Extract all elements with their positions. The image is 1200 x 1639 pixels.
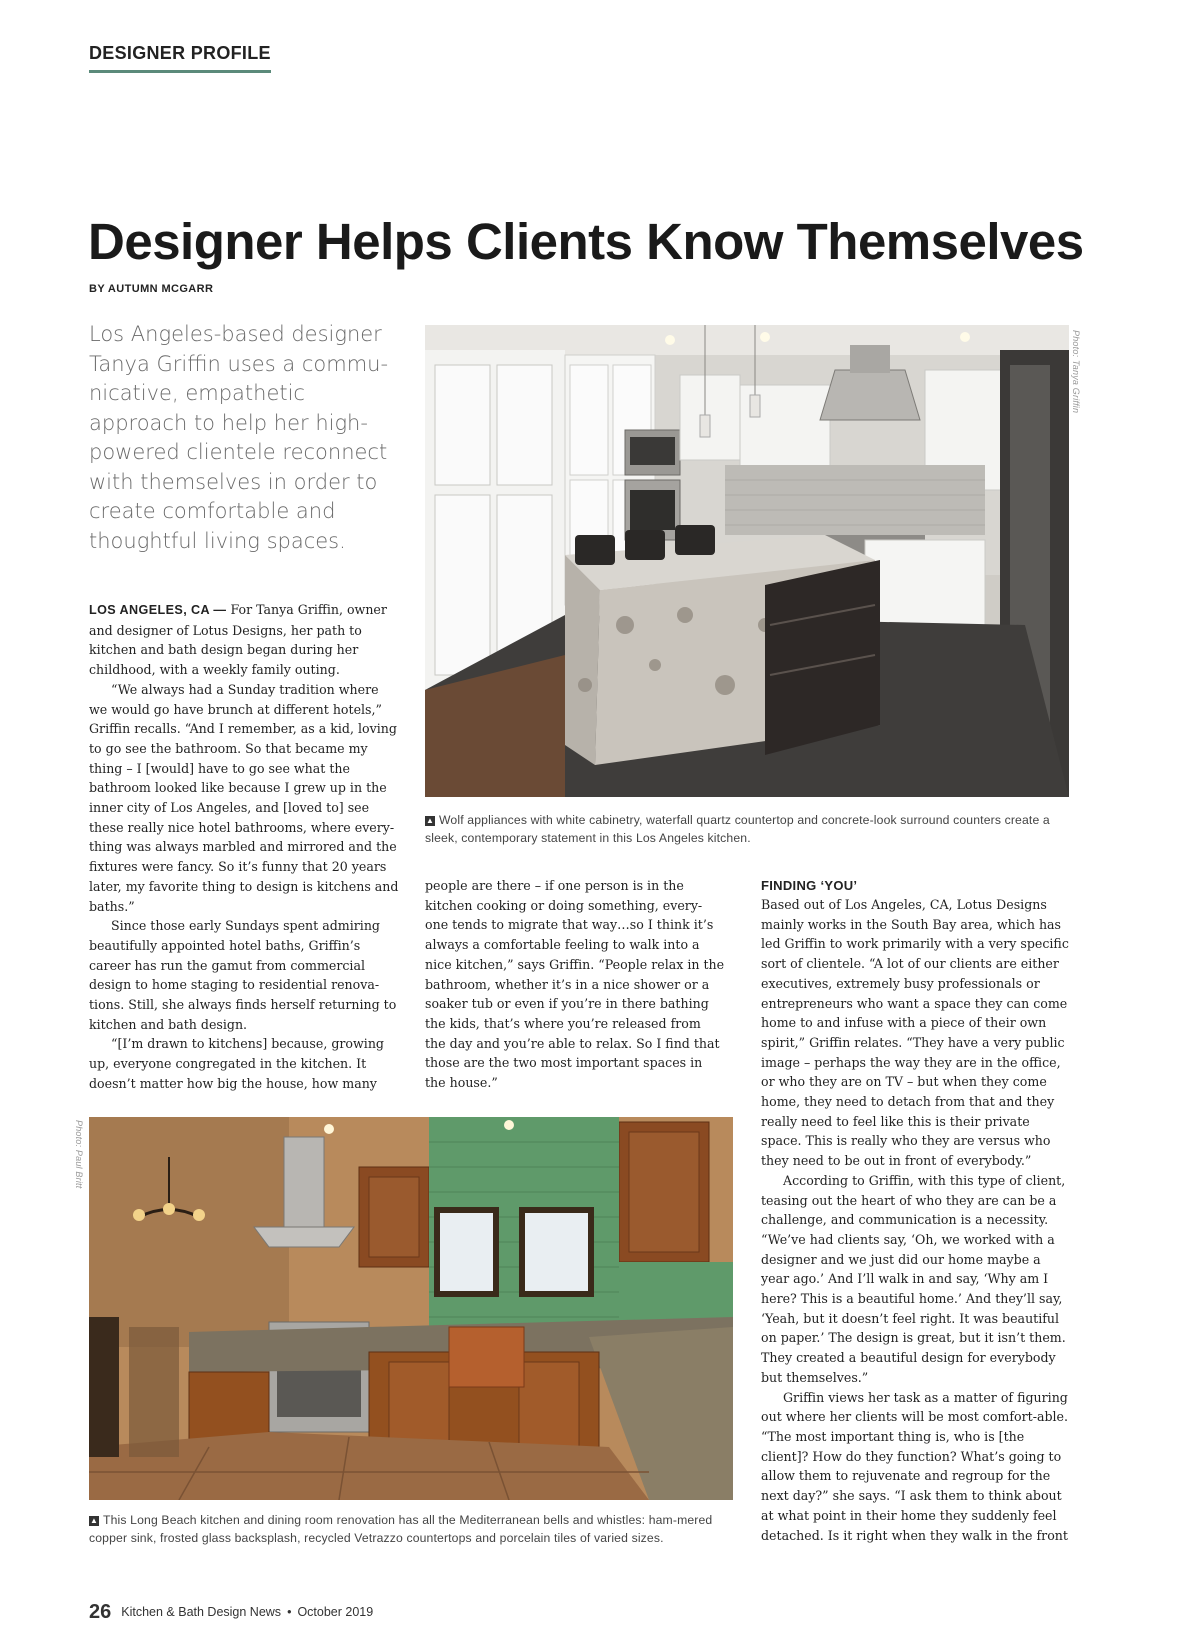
col1-paragraph-3: Since those early Sundays spent admiring beautifully appointed hotel baths, Griffin’s career has run the gamut from commercial design to home staging to residential renova-tions. Still, she always finds herself returning to kitchen and bath design.	[89, 918, 397, 1032]
mediterranean-kitchen-illustration	[89, 1117, 733, 1500]
photo-caption-2	[89, 1511, 739, 1547]
photo-credit-1: Photo: Tanya Griffin	[1071, 330, 1081, 414]
col1-paragraph-2: “We always had a Sunday tradition where we would go have brunch at different hotels,” Griffin recalls. “And I remember, as a kid, loving to go see the bathroom. So that became my thing – I [would] have to go see what the bathroom looked like because I grew up in the inner city of Los Angeles, and [loved to] see these really nice hotel bathrooms, where every-thing was always marbled and mirrored and the fixtures were fancy. So it’s funny that 20 years later, my favorite thing to design is kitchens and baths.”	[89, 681, 399, 914]
photo-caption-1	[425, 811, 1065, 847]
page-footer	[89, 1601, 373, 1624]
byline: BY AUTUMN MCGARR	[89, 283, 214, 295]
body-column-2	[425, 876, 725, 1093]
col3-paragraph-2: According to Griffin, with this type of client, teasing out the heart of who they are can be a challenge, and communication is a necessity. “We’ve had clients say, ‘Oh, we worked with a designer and we just did our home maybe a year ago.’ And I’ll walk in and say, ‘Why am I here? This is a beautiful home.’ And they’ll say, ‘Yeah, but it doesn’t feel right. It was beautiful on paper.’ The design is great, but it isn’t them. They created a beautiful design for everybody but themselves.”	[761, 1172, 1066, 1385]
camera-icon: ▲	[89, 1516, 99, 1525]
publication-name: Kitchen & Bath Design News	[121, 1605, 282, 1619]
photo-credit-2: Photo: Paul Britt	[74, 1120, 84, 1189]
col3-paragraph-1: Based out of Los Angeles, CA, Lotus Designs mainly works in the South Bay area, which has led Griffin to work primarily with a very specific sort of clientele. “A lot of our clients are either executives, extremely busy professionals or entrepreneurs who want a space they can come home to and infuse with a piece of their own spirit,” Griffin relates. “They have a very public image – perhaps the way they are in the office, or who they are on TV – but when they come home, they need to detach from that and they really need to feel like this is their private space. This is really who they are versus who they need to be out in front of everybody.”	[761, 897, 1069, 1169]
dateline: LOS ANGELES, CA —	[89, 603, 227, 617]
modern-kitchen-illustration	[425, 325, 1069, 797]
issue-date: October 2019	[297, 1605, 374, 1619]
article-headline: Designer Helps Clients Know Themselves	[88, 213, 1084, 270]
caption-text-1: Wolf appliances with white cabinetry, waterfall quartz countertop and concrete-look surround counters create a sleek, contemporary statement in this Los Angeles kitchen.	[425, 813, 1050, 845]
caption-text-2: This Long Beach kitchen and dining room renovation has all the Mediterranean bells and whistles: ham-mered copper sink, frosted glass backsplash, recycled Vetrazzo countertops and porcelain tiles of varied sizes.	[89, 1513, 713, 1545]
col2-paragraph-1: people are there – if one person is in the kitchen cooking or doing something, every-one tends to migrate that way…so I think it’s always a comfortable feeling to walk into a nice kitchen,” says Griffin. “People relax in the bathroom, whether it’s in a nice shower or a soaker tub or even if you’re in there bathing the kids, that’s where you’re released from the day and you’re able to relax. So I find that those are the two most important spaces in the house.”	[425, 878, 725, 1091]
article-dek: Los Angeles-based designer Tanya Griffin uses a commu-nicative, empathetic approach to help her high-powered clientele reconnect with themselves in order to create comfortable and thoughtful living spaces.	[89, 322, 389, 553]
kitchen-photo-mediterranean	[89, 1117, 733, 1500]
camera-icon: ▲	[425, 816, 435, 825]
col1-paragraph-1: For Tanya Griffin, owner and designer of Lotus Designs, her path to kitchen and bath design began during her childhood, with a weekly family outing.	[89, 602, 387, 678]
body-column-1	[89, 600, 399, 1094]
section-label: DESIGNER PROFILE	[89, 43, 271, 73]
col1-paragraph-4: “[I’m drawn to kitchens] because, growing up, everyone congregated in the kitchen. It doesn’t matter how big the house, how many	[89, 1036, 384, 1091]
body-column-3	[761, 876, 1072, 1545]
footer-separator: •	[287, 1605, 292, 1619]
page-number: 26	[89, 1601, 112, 1623]
col3-paragraph-3: Griffin views her task as a matter of figuring out where her clients will be most comfort-able. “The most important thing is, who is [the client]? How do they function? What’s going to allow them to rejuvenate and regroup for the next day?” she says. “I ask them to think about at what point in their home they suddenly feel detached. Is it right when they walk in the front	[761, 1389, 1069, 1543]
kitchen-photo-modern	[425, 325, 1069, 797]
section-subhead: FINDING ‘YOU’	[761, 878, 858, 893]
